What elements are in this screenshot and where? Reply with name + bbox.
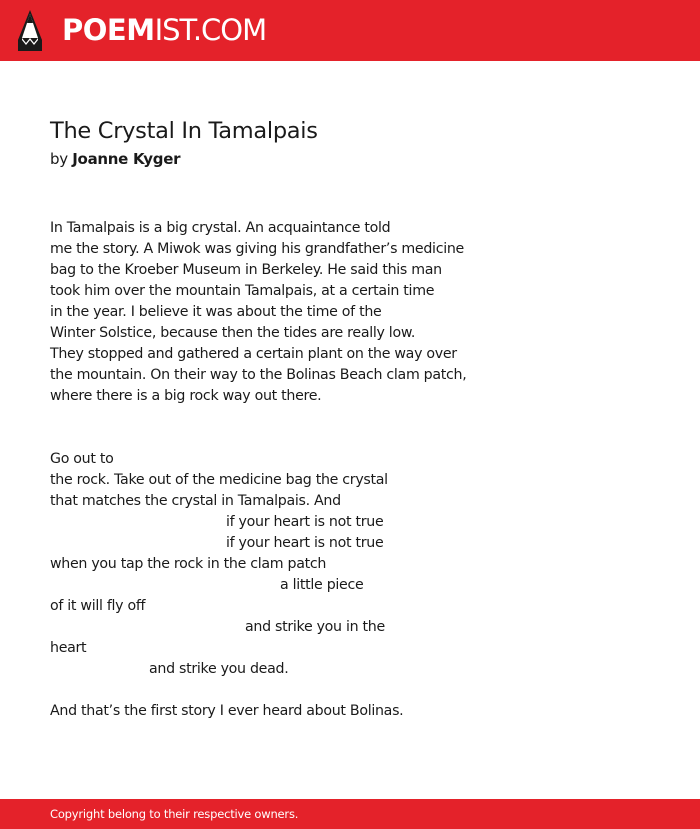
poem-byline xyxy=(50,149,180,169)
pencil-icon[interactable] xyxy=(18,10,42,51)
poem-line: me the story. A Miwok was giving his grandfather’s medicine xyxy=(50,241,464,257)
poem-line: and strike you dead. xyxy=(149,661,289,677)
poem-line: Winter Solstice, because then the tides are really low. xyxy=(50,325,416,341)
poem-title: The Crystal In Tamalpais xyxy=(50,118,318,144)
by-label: by xyxy=(50,150,68,168)
site-header xyxy=(0,0,700,61)
poem-line: They stopped and gathered a certain plant on the way over xyxy=(50,346,457,362)
site-footer xyxy=(0,799,700,829)
poem-line: heart xyxy=(50,640,87,656)
brand-light-text: IST.COM xyxy=(154,13,267,47)
poem-line: Go out to xyxy=(50,451,114,467)
poem-line: that matches the crystal in Tamalpais. And xyxy=(50,493,341,509)
poem-line: a little piece xyxy=(280,577,364,593)
poem-line: In Tamalpais is a big crystal. An acquaintance told xyxy=(50,220,391,236)
poem-line: And that’s the first story I ever heard about Bolinas. xyxy=(50,703,404,719)
poem-line: took him over the mountain Tamalpais, at a certain time xyxy=(50,283,435,299)
copyright-text: Copyright belong to their respective owners. xyxy=(50,807,299,821)
poem-author: Joanne Kyger xyxy=(72,150,181,168)
poem-line: of it will fly off xyxy=(50,598,146,614)
poem-line: in the year. I believe it was about the time of the xyxy=(50,304,382,320)
poem-line: if your heart is not true xyxy=(226,535,384,551)
poem-line: when you tap the rock in the clam patch xyxy=(50,556,327,572)
poem-line: where there is a big rock way out there. xyxy=(50,388,322,404)
site-logo[interactable] xyxy=(62,12,266,48)
poem-line: the mountain. On their way to the Bolinas Beach clam patch, xyxy=(50,367,467,383)
poem-line: if your heart is not true xyxy=(226,514,384,530)
poem-line: bag to the Kroeber Museum in Berkeley. He said this man xyxy=(50,262,442,278)
brand-bold-text: POEM xyxy=(62,13,155,47)
poem-line: the rock. Take out of the medicine bag the crystal xyxy=(50,472,388,488)
poem-line: and strike you in the xyxy=(245,619,385,635)
